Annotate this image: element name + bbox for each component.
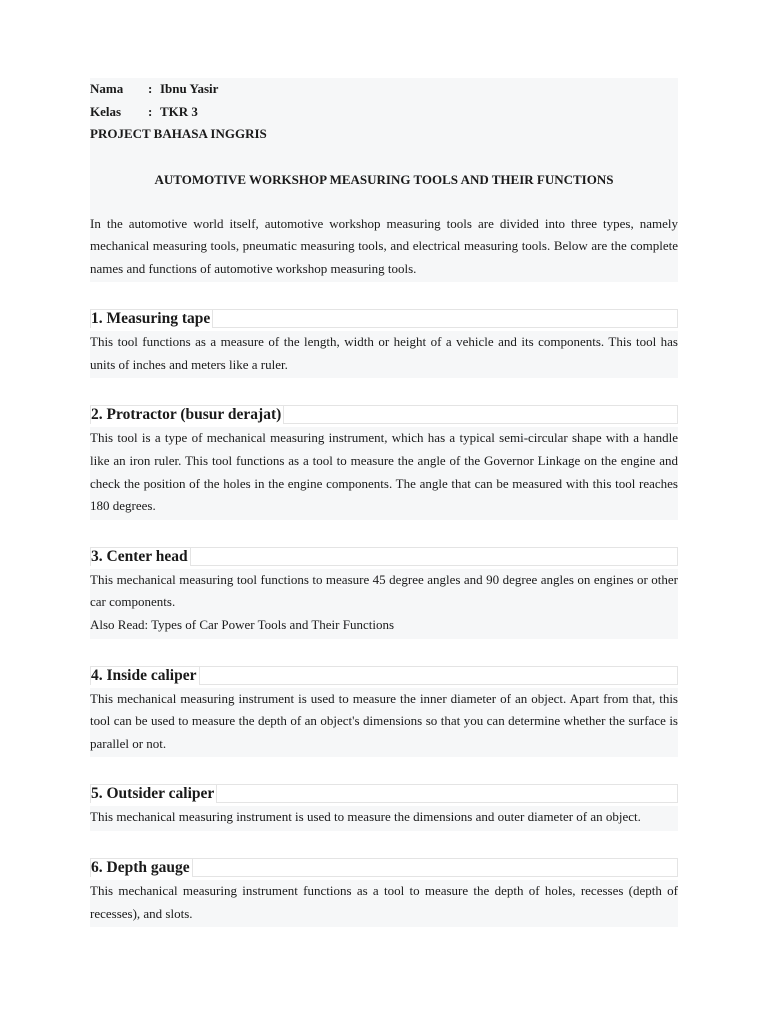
section-paragraph: This mechanical measuring instrument functions as a tool to measure the depth of holes, recesses (depth of recesses), and slots. <box>90 883 678 921</box>
section-4 <box>90 666 678 758</box>
section-heading-text: 3. Center head <box>91 548 191 566</box>
section-1 <box>90 309 678 378</box>
section-heading <box>90 547 678 566</box>
section-5 <box>90 784 678 831</box>
section-paragraph: This mechanical measuring instrument is used to measure the inner diameter of an object. Apart from that, this tool can be used to measure the depth of an object's dimensions so that you can determine whether the surface is parallel or not. <box>90 690 678 751</box>
document-page <box>90 78 678 927</box>
name-value: Ibnu Yasir <box>160 81 219 96</box>
section-6 <box>90 858 678 927</box>
name-separator: : <box>148 81 153 96</box>
section-2 <box>90 405 678 519</box>
also-read-line: Also Read: Types of Car Power Tools and Their Functions <box>90 617 395 633</box>
section-body <box>90 688 678 758</box>
section-paragraph: This tool functions as a measure of the length, width or height of a vehicle and its components. This tool has units of inches and meters like a ruler. <box>90 334 678 372</box>
name-label: Nama <box>90 81 124 96</box>
section-heading <box>90 309 678 328</box>
section-body <box>90 806 678 831</box>
section-heading <box>90 666 678 685</box>
class-label: Kelas <box>90 103 122 119</box>
class-row <box>90 101 678 124</box>
section-body <box>90 427 678 519</box>
section-heading <box>90 784 678 803</box>
class-value: TKR 3 <box>160 103 198 119</box>
section-3 <box>90 547 678 639</box>
section-body <box>90 880 678 927</box>
section-heading-text: 5. Outsider caliper <box>91 785 217 803</box>
header-block <box>90 78 678 282</box>
section-paragraph: This mechanical measuring instrument is used to measure the dimensions and outer diameter of an object. <box>90 809 641 825</box>
section-heading <box>90 858 678 877</box>
intro-paragraph: In the automotive world itself, automotive workshop measuring tools are divided into three types, namely mechanical measuring tools, pneumatic measuring tools, and electrical measuring tools. Below are the complete names and functions of automotive workshop measuring tools. <box>90 215 678 276</box>
section-heading-text: 6. Depth gauge <box>91 859 193 877</box>
project-label: PROJECT BAHASA INGGRIS <box>90 126 267 141</box>
section-heading <box>90 405 678 424</box>
name-row <box>90 78 678 101</box>
section-heading-text: 2. Protractor (busur derajat) <box>91 406 284 424</box>
section-body <box>90 331 678 378</box>
section-heading-text: 1. Measuring tape <box>91 310 213 328</box>
section-heading-text: 4. Inside caliper <box>91 667 200 685</box>
section-body <box>90 569 678 639</box>
section-paragraph: This tool is a type of mechanical measuring instrument, which has a typical semi-circular shape with a handle like an iron ruler. This tool functions as a tool to measure the angle of the Governor Linkage on the engine and check the position of the holes in the engine components. The angle that can be measured with this tool reaches 180 degrees. <box>90 430 678 514</box>
document-title: AUTOMOTIVE WORKSHOP MEASURING TOOLS AND THEIR FUNCTIONS <box>154 171 614 187</box>
class-separator: : <box>148 103 153 119</box>
section-paragraph: This mechanical measuring tool functions to measure 45 degree angles and 90 degree angles on engines or other car components. <box>90 571 678 610</box>
